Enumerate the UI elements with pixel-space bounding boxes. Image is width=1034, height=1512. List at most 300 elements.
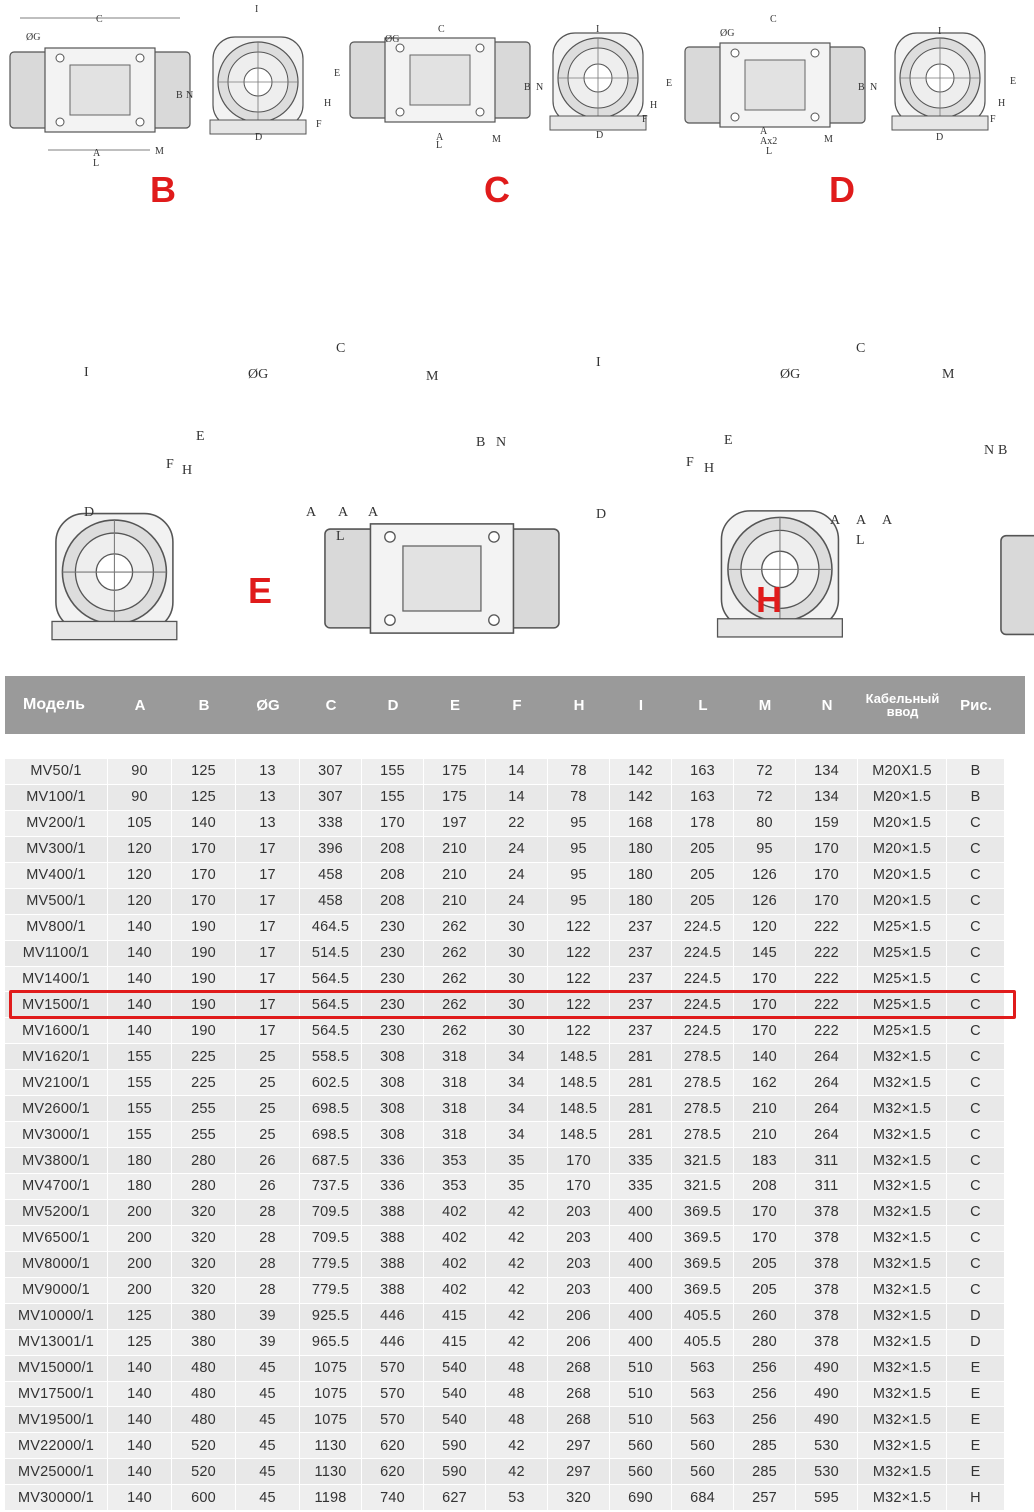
svg-text:M: M [942,367,955,382]
table-cell: 262 [424,1018,486,1044]
header-e: E [449,696,460,714]
table-cell: 148.5 [548,1070,610,1096]
table-cell: 170 [734,967,796,993]
svg-text:E: E [196,429,205,444]
table-cell: M25×1.5 [858,992,947,1018]
table-cell: 14 [486,759,548,785]
table-cell: 140 [108,1433,172,1459]
table-cell: 925.5 [300,1304,362,1330]
table-cell: 175 [424,785,486,811]
table-cell: 779.5 [300,1252,362,1278]
table-cell: 400 [610,1278,672,1304]
table-cell: 380 [172,1304,236,1330]
svg-text:ØG: ØG [720,28,735,39]
table-row [5,941,1005,967]
table-cell: 278.5 [672,1122,734,1148]
table-cell: C [947,1096,1005,1122]
table-cell: 278.5 [672,1044,734,1070]
table-cell: 42 [486,1278,548,1304]
table-cell: 42 [486,1252,548,1278]
table-cell: 600 [172,1485,236,1511]
svg-text:M: M [492,134,501,145]
table-cell: 45 [236,1433,300,1459]
table-cell: 155 [108,1070,172,1096]
table-cell: 24 [486,837,548,863]
table-cell: E [947,1433,1005,1459]
table-cell: 268 [548,1356,610,1382]
svg-text:A: A [856,513,867,528]
table-cell: 17 [236,915,300,941]
drawings-svg [0,0,1034,660]
figure-label-d: D [829,169,855,210]
table-cell: M25×1.5 [858,915,947,941]
table-cell: 320 [172,1278,236,1304]
table-cell: 30 [486,967,548,993]
table-cell: 1075 [300,1407,362,1433]
svg-text:I: I [84,365,89,380]
table-cell: 170 [796,837,858,863]
table-cell: 155 [362,759,424,785]
table-cell: 208 [362,863,424,889]
table-cell: 105 [108,811,172,837]
drawing-d [685,14,1016,157]
table-cell: 338 [300,811,362,837]
table-cell: 48 [486,1356,548,1382]
table-cell: 148.5 [548,1096,610,1122]
table-cell: 140 [172,811,236,837]
table-cell: 208 [362,837,424,863]
table-cell: MV3000/1 [5,1122,108,1148]
table-cell: 190 [172,992,236,1018]
table-cell: 480 [172,1407,236,1433]
table-cell: 698.5 [300,1122,362,1148]
table-cell: 1130 [300,1433,362,1459]
table-cell: 34 [486,1096,548,1122]
table-cell: 162 [734,1070,796,1096]
table-cell: 415 [424,1330,486,1356]
figure-label-c: C [484,169,510,210]
table-cell: 320 [172,1226,236,1252]
table-cell: 308 [362,1044,424,1070]
table-cell: 170 [734,1200,796,1226]
table-cell: 126 [734,889,796,915]
table-cell: M25×1.5 [858,1018,947,1044]
table-cell: 206 [548,1304,610,1330]
table-cell: 230 [362,967,424,993]
table-cell: 320 [172,1200,236,1226]
table-row [5,1382,1005,1408]
spec-table-header-wrap [5,676,1025,734]
table-cell: MV10000/1 [5,1304,108,1330]
table-cell: M32×1.5 [858,1382,947,1408]
svg-text:A: A [93,148,101,159]
table-row [5,1459,1005,1485]
table-cell: 120 [108,837,172,863]
table-cell: 378 [796,1200,858,1226]
table-cell: M32×1.5 [858,1148,947,1174]
svg-text:C: C [438,24,445,35]
table-cell: 30 [486,941,548,967]
table-cell: 142 [610,785,672,811]
table-cell: 140 [108,967,172,993]
table-cell: 25 [236,1070,300,1096]
table-cell: 180 [610,889,672,915]
table-cell: 200 [108,1200,172,1226]
highlighted-row-outline [9,990,1016,1019]
svg-text:A: A [436,132,444,143]
table-row [5,863,1005,889]
svg-text:D: D [936,132,944,143]
svg-text:B: B [476,435,486,450]
table-cell: 205 [672,837,734,863]
svg-text:L: L [436,140,443,151]
table-cell: 400 [610,1200,672,1226]
table-cell: C [947,1018,1005,1044]
table-cell: M32×1.5 [858,1433,947,1459]
table-cell: M32×1.5 [858,1200,947,1226]
table-cell: 122 [548,941,610,967]
table-cell: 262 [424,967,486,993]
table-cell: C [947,811,1005,837]
table-cell: 564.5 [300,1018,362,1044]
svg-text:L: L [856,533,865,548]
svg-text:B: B [858,82,865,93]
table-cell: 278.5 [672,1070,734,1096]
table-cell: M32×1.5 [858,1226,947,1252]
table-cell: MV300/1 [5,837,108,863]
table-cell: 17 [236,863,300,889]
table-cell: 321.5 [672,1148,734,1174]
table-cell: MV17500/1 [5,1382,108,1408]
table-cell: 222 [796,915,858,941]
table-cell: 34 [486,1044,548,1070]
table-cell: 563 [672,1356,734,1382]
table-cell: 230 [362,915,424,941]
table-row [5,1122,1005,1148]
table-cell: 530 [796,1459,858,1485]
table-cell: 224.5 [672,941,734,967]
dimension-drawings [0,0,1034,660]
table-cell: MV6500/1 [5,1226,108,1252]
table-cell: 180 [108,1148,172,1174]
svg-text:M: M [824,134,833,145]
table-cell: 170 [796,863,858,889]
table-cell: MV1620/1 [5,1044,108,1070]
table-row [5,1485,1005,1511]
table-cell: 26 [236,1148,300,1174]
table-header [5,676,1025,734]
header-c: C [325,696,337,714]
table-cell: M32×1.5 [858,1044,947,1070]
table-row [5,1278,1005,1304]
table-cell: 405.5 [672,1304,734,1330]
table-cell: 180 [610,863,672,889]
table-cell: 208 [362,889,424,915]
table-cell: 95 [548,837,610,863]
table-cell: 285 [734,1433,796,1459]
table-cell: 170 [734,1226,796,1252]
table-cell: 95 [548,863,610,889]
table-cell: MV19500/1 [5,1407,108,1433]
table-cell: C [947,1070,1005,1096]
table-cell: M20×1.5 [858,889,947,915]
table-cell: 627 [424,1485,486,1511]
table-cell: 134 [796,785,858,811]
table-cell: 230 [362,1018,424,1044]
figure-label-h: H [756,579,782,620]
table-cell: 255 [172,1122,236,1148]
table-cell: 140 [108,1356,172,1382]
table-cell: 210 [424,837,486,863]
table-cell: MV200/1 [5,811,108,837]
table-cell: 378 [796,1304,858,1330]
table-row [5,759,1005,785]
table-cell: MV50/1 [5,759,108,785]
svg-text:B: B [524,82,531,93]
table-cell: 210 [424,889,486,915]
table-cell: C [947,889,1005,915]
table-cell: 709.5 [300,1200,362,1226]
table-cell: 224.5 [672,1018,734,1044]
drawing-c [350,24,672,151]
table-row [5,1304,1005,1330]
table-cell: D [947,1304,1005,1330]
table-cell: E [947,1356,1005,1382]
table-cell: M20X1.5 [858,759,947,785]
table-cell: 45 [236,1459,300,1485]
svg-text:E: E [1010,76,1017,87]
table-cell: 208 [734,1174,796,1200]
table-cell: 602.5 [300,1070,362,1096]
table-cell: 17 [236,837,300,863]
table-cell: 446 [362,1304,424,1330]
table-cell: C [947,1044,1005,1070]
table-cell: 520 [172,1433,236,1459]
table-cell: 369.5 [672,1200,734,1226]
table-cell: 369.5 [672,1226,734,1252]
table-cell: 122 [548,967,610,993]
svg-text:N: N [496,435,507,450]
table-cell: 307 [300,759,362,785]
table-cell: 42 [486,1459,548,1485]
svg-text:D: D [84,505,95,520]
svg-text:A: A [368,505,379,520]
header-h: H [573,696,585,714]
table-cell: 230 [362,992,424,1018]
table-cell: 564.5 [300,992,362,1018]
table-row [5,785,1005,811]
svg-text:ØG: ØG [385,34,400,45]
table-cell: C [947,1252,1005,1278]
svg-text:L: L [766,146,773,157]
table-cell: 570 [362,1407,424,1433]
table-cell: 690 [610,1485,672,1511]
table-cell: 237 [610,1018,672,1044]
table-cell: C [947,1226,1005,1252]
table-cell: C [947,915,1005,941]
table-cell: 396 [300,837,362,863]
table-cell: 280 [734,1330,796,1356]
table-cell: 570 [362,1382,424,1408]
svg-text:M: M [426,369,439,384]
table-cell: B [947,759,1005,785]
table-cell: 378 [796,1226,858,1252]
table-cell: 170 [172,889,236,915]
svg-text:C: C [96,14,103,25]
table-cell: 264 [796,1122,858,1148]
table-cell: 570 [362,1356,424,1382]
svg-text:D: D [596,130,604,141]
table-cell: 225 [172,1070,236,1096]
table-cell: 155 [108,1044,172,1070]
drawing-h [596,341,1034,640]
table-cell: 563 [672,1407,734,1433]
table-cell: 281 [610,1070,672,1096]
table-cell: 17 [236,1018,300,1044]
table-cell: 200 [108,1278,172,1304]
svg-text:I: I [596,355,601,370]
svg-text:Ax2: Ax2 [760,136,778,147]
table-cell: 197 [424,811,486,837]
table-cell: 256 [734,1356,796,1382]
table-cell: C [947,992,1005,1018]
table-cell: 336 [362,1174,424,1200]
table-cell: 200 [108,1252,172,1278]
table-cell: 155 [362,785,424,811]
table-cell: MV2100/1 [5,1070,108,1096]
table-cell: 490 [796,1382,858,1408]
table-cell: 122 [548,915,610,941]
table-cell: 709.5 [300,1226,362,1252]
table-cell: 190 [172,915,236,941]
table-cell: 687.5 [300,1148,362,1174]
table-cell: 148.5 [548,1122,610,1148]
svg-text:F: F [642,114,648,125]
table-cell: MV25000/1 [5,1459,108,1485]
table-cell: 142 [610,759,672,785]
table-cell: 205 [672,889,734,915]
table-cell: 1130 [300,1459,362,1485]
svg-text:C: C [856,341,866,356]
table-cell: 34 [486,1070,548,1096]
table-cell: 595 [796,1485,858,1511]
table-cell: 206 [548,1330,610,1356]
table-cell: 264 [796,1044,858,1070]
svg-text:E: E [666,78,673,89]
table-cell: 42 [486,1200,548,1226]
table-cell: 308 [362,1096,424,1122]
svg-text:H: H [650,100,658,111]
table-cell: 122 [548,992,610,1018]
table-cell: 353 [424,1148,486,1174]
table-cell: 540 [424,1356,486,1382]
table-cell: M32×1.5 [858,1252,947,1278]
table-cell: 35 [486,1148,548,1174]
table-cell: MV1500/1 [5,992,108,1018]
table-cell: 140 [108,992,172,1018]
table-cell: 120 [734,915,796,941]
table-cell: 22 [486,811,548,837]
table-cell: 170 [172,837,236,863]
table-cell: 170 [734,992,796,1018]
table-cell: 95 [548,811,610,837]
table-row [5,811,1005,837]
table-cell: MV9000/1 [5,1278,108,1304]
svg-text:A: A [306,505,317,520]
table-cell: 224.5 [672,992,734,1018]
table-cell: 335 [610,1174,672,1200]
header-i: I [638,696,644,714]
table-cell: M25×1.5 [858,941,947,967]
table-cell: 698.5 [300,1096,362,1122]
table-cell: 378 [796,1252,858,1278]
table-cell: 72 [734,785,796,811]
table-cell: 28 [236,1226,300,1252]
table-cell: 140 [108,941,172,967]
table-cell: 90 [108,785,172,811]
svg-text:H: H [324,98,332,109]
table-cell: 405.5 [672,1330,734,1356]
table-cell: 285 [734,1459,796,1485]
table-cell: E [947,1382,1005,1408]
table-cell: 80 [734,811,796,837]
table-cell: 318 [424,1044,486,1070]
table-cell: 45 [236,1382,300,1408]
table-cell: M32×1.5 [858,1070,947,1096]
table-cell: 369.5 [672,1278,734,1304]
table-cell: 230 [362,941,424,967]
table-cell: 14 [486,785,548,811]
table-cell: C [947,1122,1005,1148]
table-cell: MV1100/1 [5,941,108,967]
table-cell: 307 [300,785,362,811]
table-cell: 90 [108,759,172,785]
table-cell: C [947,1148,1005,1174]
table-cell: 308 [362,1122,424,1148]
table-cell: 170 [548,1148,610,1174]
table-cell: 965.5 [300,1330,362,1356]
table-cell: 380 [172,1330,236,1356]
table-cell: 402 [424,1200,486,1226]
table-cell: 560 [672,1459,734,1485]
table-cell: 281 [610,1122,672,1148]
table-cell: 170 [172,863,236,889]
table-cell: M32×1.5 [858,1356,947,1382]
table-row [5,1018,1005,1044]
table-cell: 353 [424,1174,486,1200]
svg-text:I: I [255,4,259,15]
table-cell: 145 [734,941,796,967]
table-cell: B [947,785,1005,811]
table-cell: 42 [486,1433,548,1459]
table-cell: 1075 [300,1356,362,1382]
table-cell: 318 [424,1096,486,1122]
table-cell: 180 [108,1174,172,1200]
table-cell: MV500/1 [5,889,108,915]
table-cell: 126 [734,863,796,889]
table-cell: 256 [734,1407,796,1433]
table-cell: 237 [610,915,672,941]
table-cell: 560 [610,1459,672,1485]
table-cell: MV4700/1 [5,1174,108,1200]
table-cell: 255 [172,1096,236,1122]
table-cell: MV1400/1 [5,967,108,993]
table-cell: 388 [362,1226,424,1252]
table-cell: 402 [424,1278,486,1304]
table-row [5,1096,1005,1122]
table-cell: 480 [172,1382,236,1408]
figure-label-b: B [150,169,176,210]
